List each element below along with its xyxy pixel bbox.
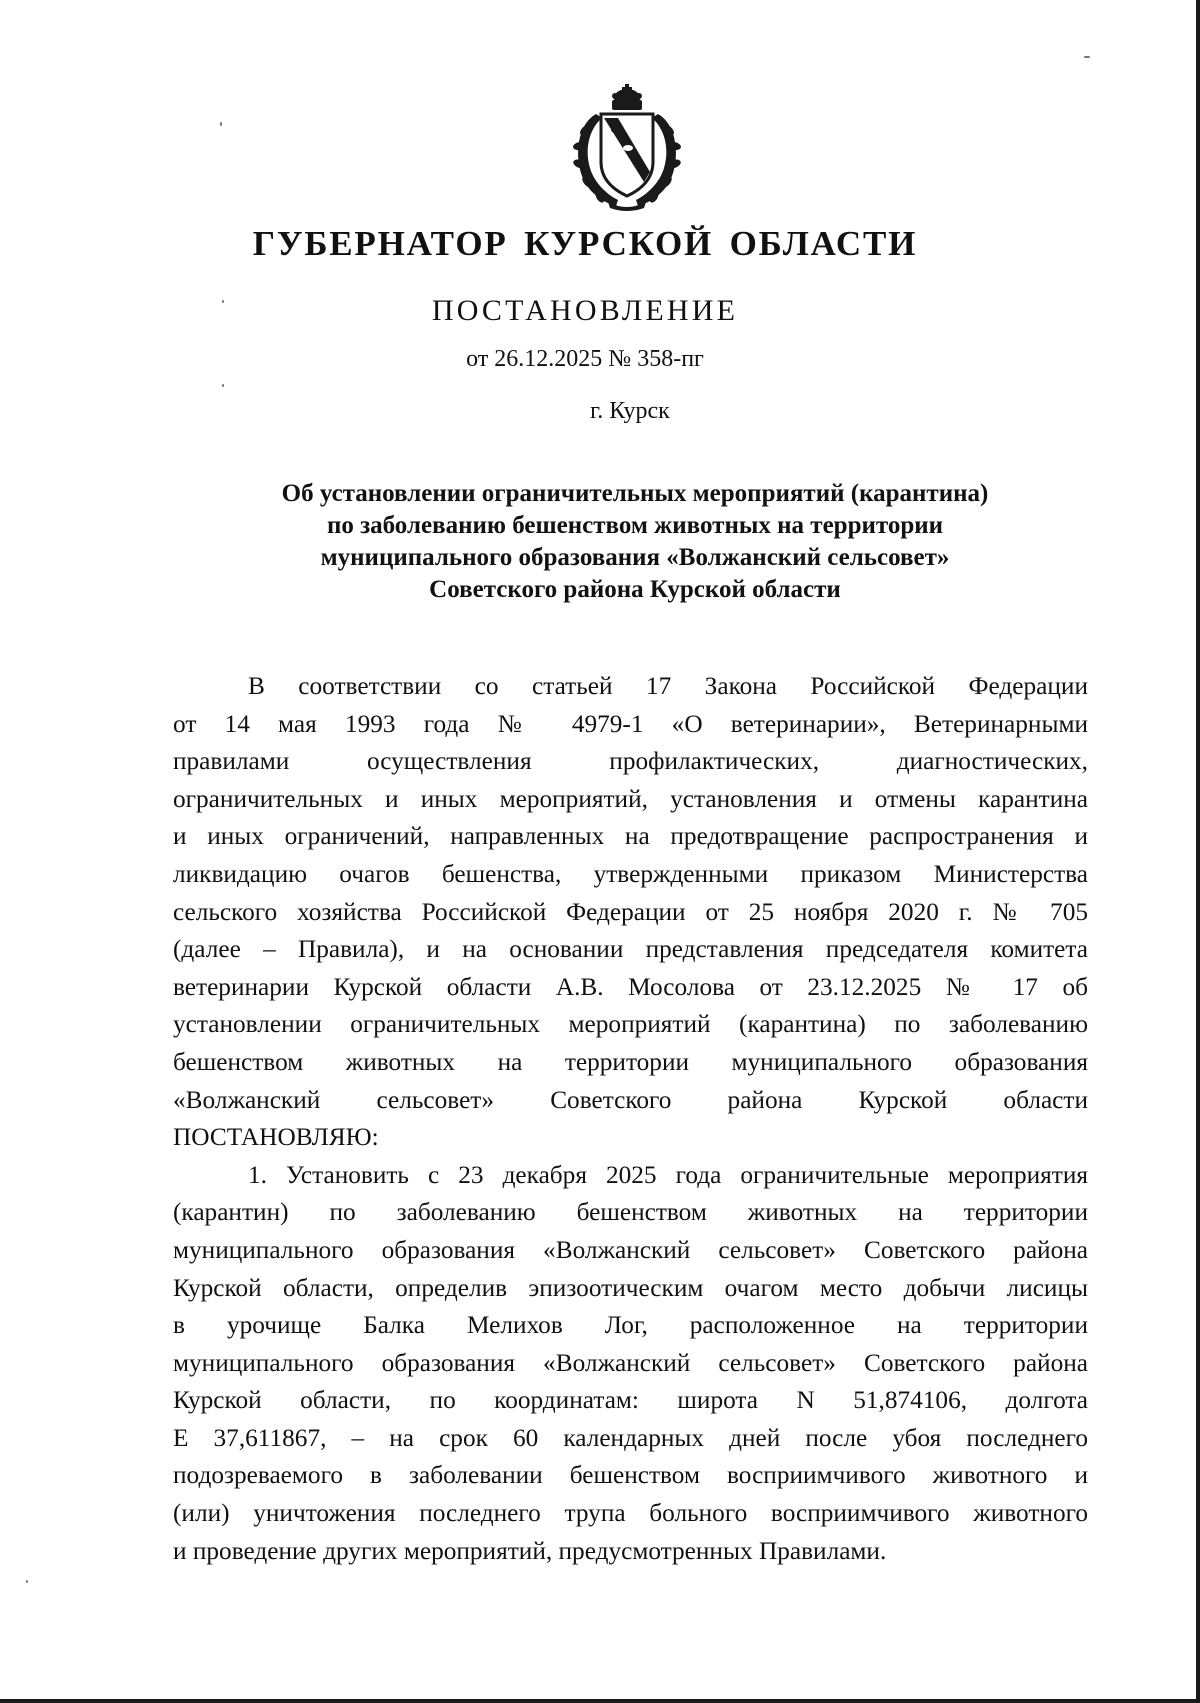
scan-edge-right	[1196, 0, 1200, 1703]
scan-edge-bottom	[0, 1699, 1200, 1703]
scan-dust-mark	[1084, 56, 1090, 58]
body-line: и иных ограничений, направленных на предотвращение распространения и	[173, 822, 1088, 851]
scan-dust-mark	[220, 122, 222, 126]
document-city: г. Курск	[590, 398, 670, 424]
body-line: муниципального образования «Волжанский сельсовет» Советского района	[173, 1235, 1088, 1264]
heading-line: Об установлении ограничительных мероприятий (карантина)	[281, 480, 989, 507]
body-line: муниципального образования «Волжанский сельсовет» Советского района	[173, 1348, 1088, 1377]
body-line: подозреваемого в заболевании бешенством восприимчивого животного и	[173, 1461, 1088, 1490]
body-line: (карантин) по заболеванию бешенством животных на территории	[173, 1198, 1088, 1227]
body-line: в урочище Балка Мелихов Лог, расположенное на территории	[173, 1311, 1088, 1340]
body-line: Курской области, по координатам: широта N 51,874106, долгота	[173, 1386, 1088, 1415]
heading-line: Советского района Курской области	[429, 576, 841, 603]
body-line: ликвидацию очагов бешенства, утвержденными приказом Министерства	[173, 859, 1088, 888]
document-body	[173, 668, 1088, 1570]
body-line: (или) уничтожения последнего трупа больного восприимчивого животного	[173, 1499, 1088, 1528]
body-line: и проведение других мероприятий, предусмотренных Правилами.	[173, 1536, 887, 1565]
heading-line: по заболеванию бешенством животных на территории	[326, 512, 944, 539]
body-line: бешенством животных на территории муниципального образования	[173, 1047, 1088, 1076]
body-line: ограничительных и иных мероприятий, установления и отмены карантина	[173, 784, 1088, 813]
body-line: от 14 мая 1993 года № 4979-1 «О ветеринарии», Ветеринарными	[173, 709, 1088, 738]
scan-dust-mark	[26, 1580, 28, 1583]
body-line: В соответствии со статьей 17 Закона Российской Федерации	[248, 672, 1088, 700]
body-line: (далее – Правила), и на основании представления председателя комитета	[173, 935, 1088, 964]
document-type-title: ПОСТАНОВЛЕНИЕ	[431, 294, 739, 327]
body-line: E 37,611867, – на срок 60 календарных дней после убоя последнего	[173, 1423, 1088, 1452]
body-line: сельского хозяйства Российской Федерации от 25 ноября 2020 г. № 705	[173, 897, 1088, 926]
kursk-coat-of-arms-icon	[568, 84, 686, 212]
body-line: «Волжанский сельсовет» Советского района Курской области	[173, 1085, 1088, 1114]
document-date-number: от 26.12.2025 № 358-пг	[466, 346, 704, 372]
body-line: ветеринарии Курской области А.В. Мосолова от 23.12.2025 № 17 об	[173, 972, 1088, 1001]
document-heading	[180, 478, 1090, 606]
issuing-authority-title: ГУБЕРНАТОР КУРСКОЙ ОБЛАСТИ	[252, 224, 918, 263]
scan-dust-mark	[222, 384, 224, 387]
body-line: Курской области, определив эпизоотическим очагом место добычи лисицы	[173, 1273, 1088, 1302]
body-line: правилами осуществления профилактических, диагностических,	[173, 747, 1088, 776]
resolution-word: ПОСТАНОВЛЯЮ:	[173, 1123, 379, 1152]
heading-line: муниципального образования «Волжанский сельсовет»	[320, 544, 950, 571]
body-line: установлении ограничительных мероприятий (карантина) по заболеванию	[173, 1010, 1088, 1039]
body-line: 1. Установить с 23 декабря 2025 года ограничительные мероприятия	[248, 1160, 1088, 1189]
